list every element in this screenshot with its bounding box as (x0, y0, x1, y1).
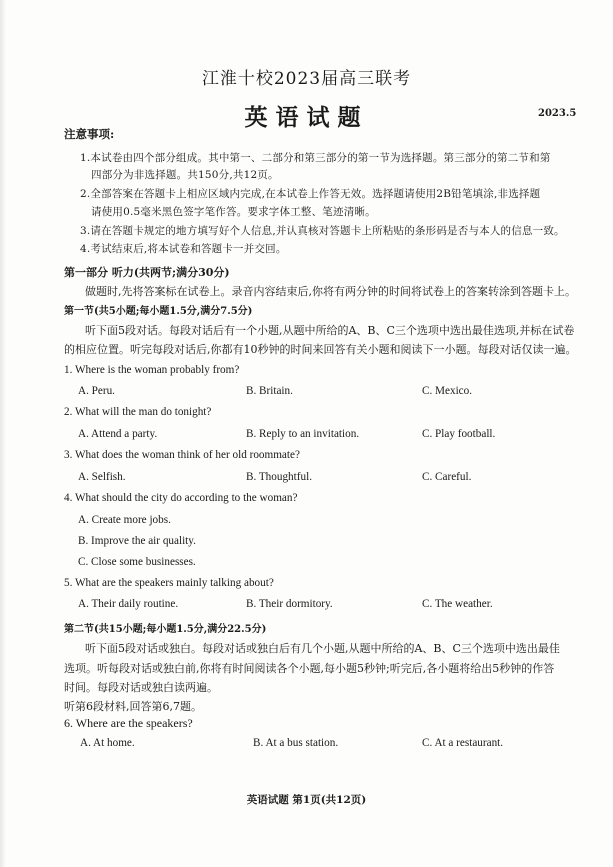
q3-option-b: B. Thoughtful. (246, 471, 312, 483)
q6-option-a: A. At home. (80, 737, 135, 749)
section1-heading: 第一节(共5小题;每小题1.5分,满分7.5分) (64, 306, 253, 317)
section1-instruction: 听下面5段对话。每段对话后有一个小题,从题中所给的A、B、C三个选项中选出最佳选项,并标在试卷 (85, 324, 575, 337)
question-5: 5. What are the speakers mainly talking about? (64, 577, 274, 589)
note-line: 1.本试卷由四个部分组成。其中第一、二部分和第三部分的第一节为选择题。第三部分的第二节和第 (80, 152, 551, 164)
q4-option-c: C. Close some businesses. (78, 556, 196, 568)
exam-date: 2023.5 (538, 108, 577, 119)
material-note: 听第6段材料,回答第6,7题。 (64, 700, 202, 713)
section1-instruction: 的相应位置。听完每段对话后,你都有10秒钟的时间来回答有关小题和阅读下一小题。每段对话仅读一遍。 (64, 343, 577, 356)
q2-option-b: B. Reply to an invitation. (246, 428, 360, 440)
page-footer: 英语试题 第1页(共12页) (246, 794, 367, 806)
q3-option-c: C. Careful. (422, 471, 472, 483)
subject-title: 英语试题 (244, 104, 369, 131)
q6-option-b: B. At a bus station. (253, 737, 339, 749)
q6-option-c: C. At a restaurant. (422, 737, 504, 749)
q4-option-a: A. Create more jobs. (78, 514, 171, 526)
section2-instruction: 选项。听每段对话或独白前,你将有时间阅读各个小题,每小题5秒钟;听完后,各小题将给出5秒钟的作答 (64, 662, 555, 675)
section2-instruction: 听下面5段对话或独白。每段对话或独白后有几个小题,从题中所给的A、B、C三个选项中选出最佳 (85, 642, 560, 655)
note-line: 请使用0.5毫米黑色签字笔作答。要求字体工整、笔迹清晰。 (91, 206, 376, 218)
question-3: 3. What does the woman think of her old roommate? (64, 449, 300, 461)
question-1: 1. Where is the woman probably from? (64, 364, 240, 376)
section2-heading: 第二节(共15小题;每小题1.5分,满分22.5分) (64, 624, 267, 635)
question-6: 6. Where are the speakers? (64, 716, 193, 730)
question-2: 2. What will the man do tonight? (64, 406, 212, 418)
q1-option-b: B. Britain. (246, 385, 293, 397)
note-line: 2.全部答案在答题卡上相应区域内完成,在本试卷上作答无效。选择题请使用2B铅笔填涂,非选择题 (80, 188, 541, 200)
q2-option-a: A. Attend a party. (78, 428, 158, 440)
q2-option-c: C. Play football. (422, 428, 496, 440)
note-line: 3.请在答题卡规定的地方填写好个人信息,并认真核对答题卡上所粘贴的条形码是否与本人的信息一致。 (80, 225, 565, 237)
note-line: 4.考试结束后,将本试卷和答题卡一并交回。 (80, 243, 287, 255)
section2-instruction: 时间。每段对话或独白读两遍。 (64, 681, 218, 694)
part1-heading: 第一部分 听力(共两节;满分30分) (64, 266, 230, 279)
q5-option-c: C. The weather. (422, 598, 493, 610)
q5-option-a: A. Their daily routine. (78, 598, 179, 610)
notes-heading: 注意事项: (64, 127, 115, 141)
note-line: 四部分为非选择题。共150分,共12页。 (91, 169, 279, 181)
question-4: 4. What should the city do according to the woman? (64, 492, 298, 504)
exam-title: 江淮十校2023届高三联考 (201, 69, 412, 89)
q4-option-b: B. Improve the air quality. (78, 535, 196, 547)
part1-intro: 做题时,先将答案标在试卷上。录音内容结束后,你将有两分钟的时间将试卷上的答案转涂到答题卡上。 (85, 285, 576, 298)
q5-option-b: B. Their dormitory. (246, 598, 333, 610)
q1-option-c: C. Mexico. (422, 385, 473, 397)
q1-option-a: A. Peru. (78, 385, 115, 397)
q3-option-a: A. Selfish. (78, 471, 126, 483)
